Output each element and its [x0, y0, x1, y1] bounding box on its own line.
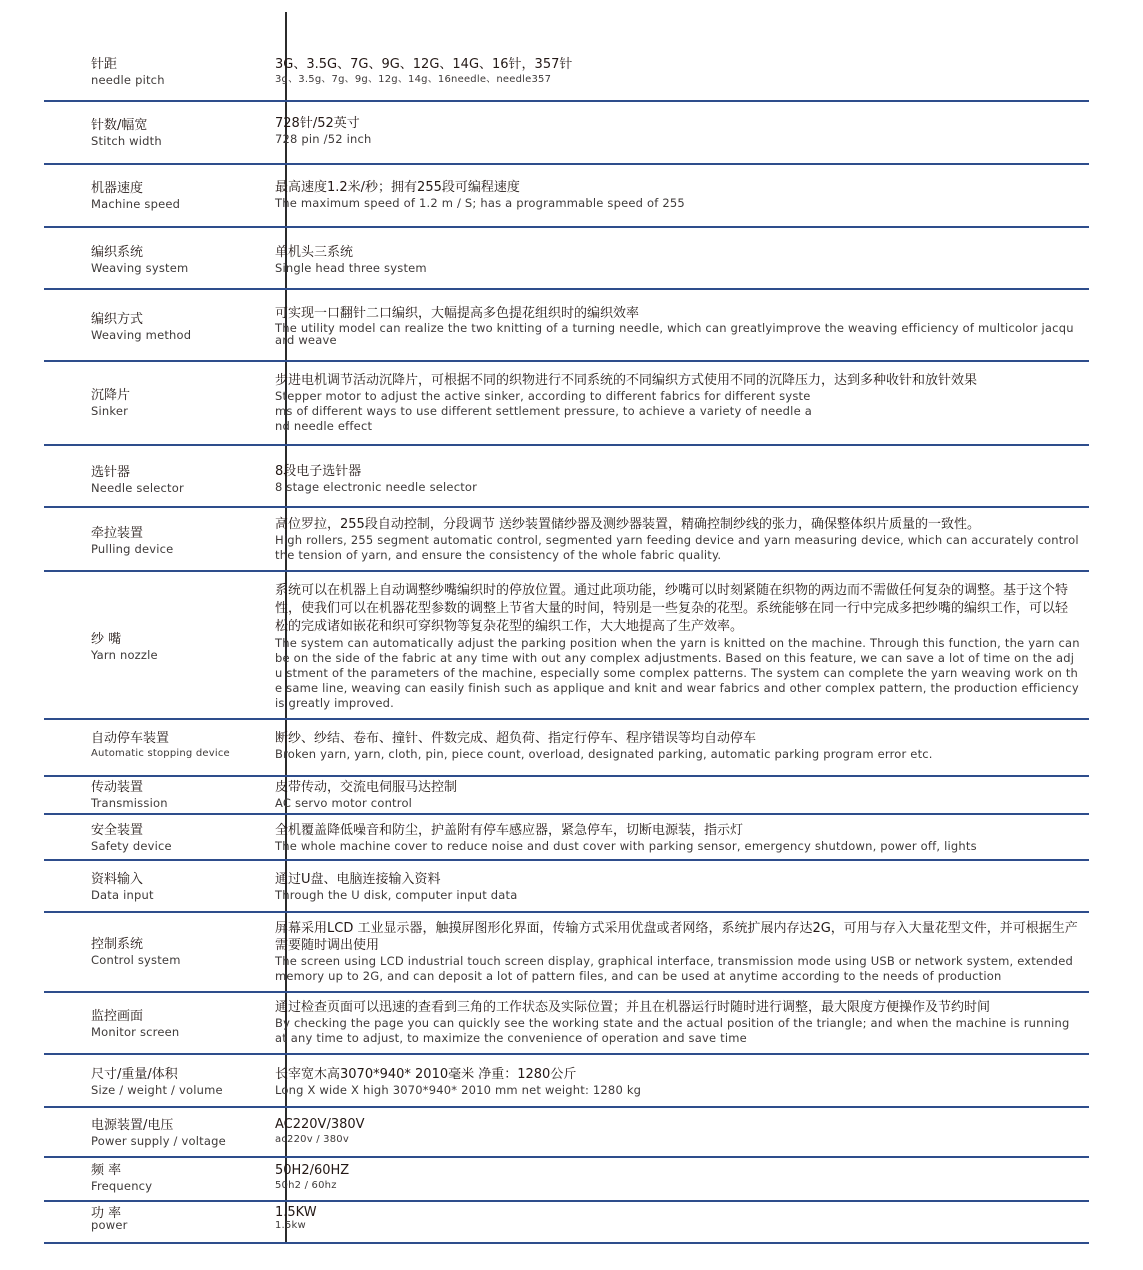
spec-row-automatic-stopping [44, 720, 1089, 777]
row-label-zh: 针距 [91, 57, 118, 72]
row-value-zh: 长宰宽木高3070*940* 2010毫米 净重：1280公斤 [275, 1067, 577, 1082]
row-label-zh: 功 率 [91, 1206, 122, 1221]
row-label-zh: 编织系统 [91, 245, 144, 260]
row-label-zh: 传动装置 [91, 780, 144, 795]
spec-row-machine-speed [44, 165, 1089, 228]
row-label-zh: 针数/幅宽 [91, 118, 148, 133]
spec-row-frequency [44, 1158, 1089, 1202]
row-label-en: Control system [91, 953, 181, 967]
spec-row-transmission [44, 777, 1089, 815]
row-value-zh: AC220V/380V [275, 1117, 365, 1132]
row-value-zh: 通过U盘、电脑连接输入资料 [275, 872, 441, 887]
spec-row-needle-selector [44, 446, 1089, 508]
row-value-en: ac220v / 380v [275, 1134, 349, 1145]
row-label-zh: 沉降片 [91, 388, 131, 403]
row-value-zh: 全机覆盖降低噪音和防尘，护盖附有停车感应器，紧急停车，切断电源装，指示灯 [275, 823, 744, 838]
row-label-en: Pulling device [91, 542, 174, 556]
row-label-en: Weaving system [91, 261, 189, 275]
row-label-en: Monitor screen [91, 1025, 180, 1039]
spec-row-monitor-screen [44, 993, 1089, 1055]
row-value-zh: 系统可以在机器上自动调整纱嘴编织时的停放位置。通过此项功能，纱嘴可以时刻紧随在织物的两边而不需做任何复杂的调整。基于这个特性，使我们可以在机器花型参数的调整上节省大量的时间，特别是一些复杂的花型。系统能够在同一行中完成多把纱嘴的编织工作，可以轻松的完成诸如嵌花和织可穿织物等复杂花型的编织工作，大大地提高了生产效率。 [275, 583, 1069, 634]
row-label-en: Frequency [91, 1179, 153, 1193]
row-value-en: High rollers, 255 segment automatic control, segmented yarn feeding device and yarn measuring device, which can accurately control the tension of yarn, and ensure the consistency of the whole fabric quality. [275, 533, 1079, 562]
row-label-en: power [91, 1218, 128, 1232]
row-value-zh: 单机头三系统 [275, 245, 354, 260]
spec-row-safety-device [44, 815, 1089, 861]
row-label-en: needle pitch [91, 73, 165, 87]
spec-row-sinker [44, 362, 1089, 446]
row-label-en: Size / weight / volume [91, 1083, 223, 1097]
row-label-en: Machine speed [91, 197, 181, 211]
spec-row-data-input [44, 861, 1089, 913]
spec-row-weaving-system [44, 228, 1089, 290]
row-value-en: Through the U disk, computer input data [275, 888, 518, 902]
row-value-zh: 50H2/60HZ [275, 1163, 350, 1178]
row-label-en: Automatic stopping device [91, 748, 230, 759]
row-value-en: Long X wide X high 3070*940* 2010 mm net weight: 1280 kg [275, 1083, 642, 1097]
row-label-zh: 纱 嘴 [91, 632, 122, 647]
row-value-en: 1.5kw [275, 1220, 306, 1231]
spec-row-stitch-width [44, 102, 1089, 165]
spec-row-size-weight [44, 1055, 1089, 1108]
spec-row-power-supply [44, 1108, 1089, 1158]
row-label-zh: 牵拉装置 [91, 526, 144, 541]
row-label-zh: 资料输入 [91, 872, 144, 887]
row-value-zh: 屏幕采用LCD 工业显示器，触摸屏图形化界面，传输方式采用优盘或者网络，系统扩展内存达2G，可用与存入大量花型文件，并可根据生产需要随时调出使用 [275, 921, 1078, 953]
row-value-zh: 728针/52英寸 [275, 116, 360, 131]
row-value-en: The utility model can realize the two knitting of a turning needle, which can greatlyimprove the weaving efficiency of multicolor jacquard weave [275, 321, 1074, 347]
row-value-en: The screen using LCD industrial touch screen display, graphical interface, transmission mode using USB or network system, extended memory up to 2G, and can deposit a lot of pattern files, and can be used at anytime according to the needs of production [275, 954, 1074, 983]
row-value-en: Single head three system [275, 261, 427, 275]
spec-row-control-system [44, 913, 1089, 993]
row-value-en: Broken yarn, yarn, cloth, pin, piece count, overload, designated parking, automatic parking program error etc. [275, 747, 933, 761]
row-label-en: Stitch width [91, 134, 162, 148]
row-label-en: Transmission [91, 796, 168, 810]
row-value-en: AC servo motor control [275, 796, 413, 810]
row-label-zh: 自动停车装置 [91, 731, 170, 746]
row-value-zh: 通过检查页面可以迅速的查看到三角的工作状态及实际位置；并且在机器运行时随时进行调整，最大限度方便操作及节约时间 [275, 1000, 991, 1015]
row-value-en: 728 pin /52 inch [275, 132, 372, 146]
row-label-zh: 电源装置/电压 [91, 1118, 174, 1133]
row-value-zh: 8段电子选针器 [275, 464, 362, 479]
row-label-zh: 选针器 [91, 465, 131, 480]
row-label-zh: 安全装置 [91, 823, 144, 838]
spec-row-pulling-device [44, 508, 1089, 572]
row-value-en: 8 stage electronic needle selector [275, 480, 478, 494]
row-value-zh: 3G、3.5G、7G、9G、12G、14G、16针，357针 [275, 57, 573, 72]
row-value-zh: 可实现一口翻针二口编织，大幅提高多色提花组织时的编织效率 [275, 306, 640, 321]
row-label-en: Safety device [91, 839, 172, 853]
row-value-zh: 断纱、纱结、卷布、撞针、件数完成、超负荷、指定行停车、程序错误等均自动停车 [275, 731, 757, 746]
row-value-en: Stepper motor to adjust the active sinker, according to different fabrics for different systems of different ways to use different settlement pressure, to achieve a variety of needle and needle effect [275, 389, 812, 433]
row-value-en: The maximum speed of 1.2 m / S; has a programmable speed of 255 [275, 196, 685, 210]
row-label-zh: 监控画面 [91, 1009, 144, 1024]
row-label-zh: 尺寸/重量/体积 [91, 1067, 178, 1082]
row-label-en: Needle selector [91, 481, 184, 495]
row-label-en: Power supply / voltage [91, 1134, 226, 1148]
row-label-en: Data input [91, 888, 154, 902]
row-value-en: The whole machine cover to reduce noise and dust cover with parking sensor, emergency shutdown, power off, lights [275, 839, 977, 853]
row-label-en: Sinker [91, 404, 129, 418]
spec-row-weaving-method [44, 290, 1089, 362]
row-label-en: Weaving method [91, 328, 192, 342]
row-label-zh: 控制系统 [91, 937, 144, 952]
row-label-zh: 编织方式 [91, 312, 144, 327]
row-value-zh: 步进电机调节活动沉降片，可根据不同的织物进行不同系统的不同编织方式使用不同的沉降压力，达到多种收针和放针效果 [275, 373, 978, 388]
row-value-zh: 高位罗拉，255段自动控制，分段调节 送纱装置储纱器及测纱器装置，精确控制纱线的张力，确保整体织片质量的一致性。 [275, 517, 980, 532]
row-label-zh: 机器速度 [91, 181, 144, 196]
row-value-zh: 皮带传动，交流电伺服马达控制 [275, 780, 458, 795]
spec-row-yarn-nozzle [44, 572, 1089, 720]
row-value-en: 50h2 / 60hz [275, 1180, 337, 1191]
row-value-en: By checking the page you can quickly see the working state and the actual position of the triangle; and when the machine is running at any time to adjust, to maximize the convenience of operation and save time [275, 1016, 1070, 1045]
spec-row-needle-pitch [44, 12, 1089, 102]
row-value-zh: 最高速度1.2米/秒；拥有255段可编程速度 [275, 180, 520, 195]
row-value-en: The system can automatically adjust the parking position when the yarn is knitted on the machine. Through this function, the yarn can be on the side of the fabric at any time with out any complex adjustments. Based on this feature, we can save a lot of time on the adju stment of the parameters of the machine, especially some complex patterns. The system can complete the yarn weaving work on the same line, weaving can easily finish such as applique and knit and wear fabrics and other complex pattern, the production efficiency is greatly improved. [275, 636, 1080, 710]
spec-row-power [44, 1202, 1089, 1244]
row-value-en: 3g、3.5g、7g、9g、12g、14g、16needle、needle357 [275, 74, 552, 85]
row-value-zh: 1.5KW [275, 1205, 317, 1220]
row-label-zh: 频 率 [91, 1163, 122, 1178]
row-label-en: Yarn nozzle [91, 648, 158, 662]
